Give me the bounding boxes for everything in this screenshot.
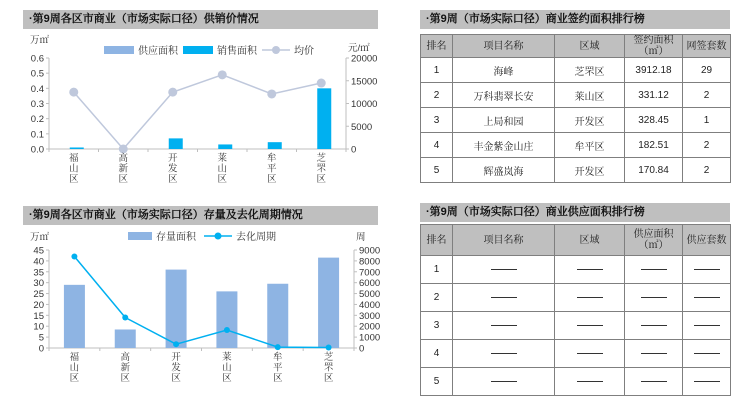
bar-stock-1 xyxy=(115,329,136,348)
point-cycle-1 xyxy=(122,315,128,321)
legend-marker-cycle xyxy=(215,233,222,240)
cell-project: 丰金紫金山庄 xyxy=(453,133,555,158)
cell-project-empty xyxy=(453,340,555,368)
cell-district-empty xyxy=(555,340,625,368)
right-tick-label: 0 xyxy=(351,144,357,156)
left-tick-label: 10 xyxy=(33,321,44,333)
header-district: 区域 xyxy=(555,225,625,256)
cell-rank: 4 xyxy=(421,133,453,158)
cell-count: 2 xyxy=(683,83,731,108)
right-tick-label: 2000 xyxy=(359,321,381,333)
table-row xyxy=(421,312,731,340)
legend-label-cycle: 去化周期 xyxy=(236,232,276,243)
cell-rank: 5 xyxy=(421,368,453,396)
right-tick-label: 3000 xyxy=(359,310,381,322)
cell-area: 182.51 xyxy=(625,133,683,158)
cell-project-empty xyxy=(453,368,555,396)
cell-area-empty xyxy=(625,340,683,368)
table-row xyxy=(421,133,731,158)
cell-area: 331.12 xyxy=(625,83,683,108)
x-category-label: 莱山区 xyxy=(222,352,232,384)
cell-area-empty xyxy=(625,284,683,312)
left-tick-label: 20 xyxy=(33,299,44,311)
header-project: 项目名称 xyxy=(453,225,555,256)
cell-district-empty xyxy=(555,256,625,284)
right-tick-label: 5000 xyxy=(351,121,373,133)
cell-count-empty xyxy=(683,312,731,340)
cell-district-empty xyxy=(555,368,625,396)
point-cycle-5 xyxy=(326,344,332,350)
x-category-label: 高新区 xyxy=(120,352,131,384)
cell-count-empty xyxy=(683,368,731,396)
cell-rank: 4 xyxy=(421,340,453,368)
cell-district: 开发区 xyxy=(555,158,625,183)
x-category-label: 高新区 xyxy=(118,153,129,185)
right-tick-label: 4000 xyxy=(359,299,381,311)
cell-count-empty xyxy=(683,256,731,284)
cell-count: 2 xyxy=(683,133,731,158)
x-category-label: 牟平区 xyxy=(266,153,277,185)
table-row xyxy=(421,58,731,83)
cell-count-empty xyxy=(683,340,731,368)
point-cycle-0 xyxy=(71,254,77,260)
left-tick-label: 0.3 xyxy=(30,99,44,110)
bar-stock-0 xyxy=(64,285,85,348)
table1-title: ·第9周（市场实际口径）商业签约面积排行榜 xyxy=(420,10,730,29)
header-rank: 排名 xyxy=(421,225,453,256)
cell-district: 芝罘区 xyxy=(555,58,625,83)
cell-district: 开发区 xyxy=(555,108,625,133)
table-row xyxy=(421,284,731,312)
table-row xyxy=(421,340,731,368)
right-tick-label: 5000 xyxy=(359,289,381,301)
cell-rank: 3 xyxy=(421,108,453,133)
cell-rank: 1 xyxy=(421,58,453,83)
x-category-label: 牟平区 xyxy=(272,352,283,384)
header-district: 区域 xyxy=(555,35,625,58)
x-category-label: 莱山区 xyxy=(217,153,228,185)
right-tick-label: 8000 xyxy=(359,256,381,268)
cell-rank: 5 xyxy=(421,158,453,183)
cell-area: 170.84 xyxy=(625,158,683,183)
left-tick-label: 5 xyxy=(38,332,44,344)
line-cycle xyxy=(74,257,328,348)
cell-district-empty xyxy=(555,284,625,312)
table-row xyxy=(421,256,731,284)
point-cycle-2 xyxy=(173,341,179,347)
legend-label-price: 均价 xyxy=(294,46,314,57)
bar-stock-5 xyxy=(318,258,339,348)
table-row xyxy=(421,108,731,133)
header-supply-area: 供应面积（㎡） xyxy=(625,225,683,256)
left-tick-label: 0.5 xyxy=(30,68,44,80)
cell-area: 328.45 xyxy=(625,108,683,133)
legend-label-stock: 存量面积 xyxy=(156,232,196,243)
bar-stock-3 xyxy=(216,291,237,348)
x-category-label: 芝罘区 xyxy=(323,352,334,384)
table-header-row xyxy=(421,35,731,58)
left-tick-label: 0.0 xyxy=(30,144,44,156)
header-rank: 排名 xyxy=(421,35,453,58)
cell-project-empty xyxy=(453,312,555,340)
cell-rank: 2 xyxy=(421,284,453,312)
right-tick-label: 20000 xyxy=(351,53,378,65)
chart2-right-unit: 周 xyxy=(356,232,366,243)
cell-count: 1 xyxy=(683,108,731,133)
cell-count: 29 xyxy=(683,58,731,83)
chart1-left-unit: 万㎡ xyxy=(30,35,50,46)
header-sign-area: 签约面积（㎡） xyxy=(625,35,683,58)
left-tick-label: 25 xyxy=(33,289,44,301)
chart1-right-unit: 元/㎡ xyxy=(348,43,370,54)
bar-stock-4 xyxy=(267,284,288,348)
cell-rank: 1 xyxy=(421,256,453,284)
header-project: 项目名称 xyxy=(453,35,555,58)
x-category-label: 开发区 xyxy=(167,153,178,185)
header-supply-count: 供应套数 xyxy=(683,225,731,256)
right-tick-label: 6000 xyxy=(359,278,381,290)
cell-count-empty xyxy=(683,284,731,312)
right-tick-label: 10000 xyxy=(351,99,378,110)
header-sign-count: 网签套数 xyxy=(683,35,731,58)
left-tick-label: 0.2 xyxy=(30,114,44,126)
sign-area-ranking-table xyxy=(420,34,731,183)
legend-label-supply: 供应面积 xyxy=(138,46,178,57)
bar-stock-2 xyxy=(166,270,187,348)
left-tick-label: 0.1 xyxy=(30,129,44,141)
cell-project: 上局和园 xyxy=(453,108,555,133)
right-tick-label: 9000 xyxy=(359,245,381,257)
right-tick-label: 0 xyxy=(359,343,365,355)
legend-swatch-stock xyxy=(128,232,152,240)
supply-area-ranking-table xyxy=(420,224,731,396)
table-row xyxy=(421,83,731,108)
left-tick-label: 30 xyxy=(33,278,44,290)
cell-project: 万科翡翠长安 xyxy=(453,83,555,108)
cell-rank: 3 xyxy=(421,312,453,340)
x-category-label: 开发区 xyxy=(171,352,181,384)
cell-project: 辉盛岚海 xyxy=(453,158,555,183)
table-header-row xyxy=(421,225,731,256)
point-cycle-3 xyxy=(224,327,230,333)
cell-district: 莱山区 xyxy=(555,83,625,108)
legend-label-sales: 销售面积 xyxy=(217,46,257,57)
cell-area-empty xyxy=(625,256,683,284)
cell-district: 牟平区 xyxy=(555,133,625,158)
left-tick-label: 35 xyxy=(33,267,44,279)
x-category-label: 芝罘区 xyxy=(316,153,327,185)
cell-area-empty xyxy=(625,368,683,396)
right-tick-label: 1000 xyxy=(359,332,381,344)
chart2-left-unit: 万㎡ xyxy=(30,232,50,243)
left-tick-label: 15 xyxy=(33,310,44,322)
cell-project: 海峰 xyxy=(453,58,555,83)
table-row xyxy=(421,368,731,396)
table-row xyxy=(421,158,731,183)
x-category-label: 福山区 xyxy=(69,352,80,384)
left-tick-label: 40 xyxy=(33,256,44,268)
left-tick-label: 45 xyxy=(33,245,44,257)
right-tick-label: 15000 xyxy=(351,76,378,88)
cell-area-empty xyxy=(625,312,683,340)
cell-project-empty xyxy=(453,256,555,284)
cell-area: 3912.18 xyxy=(625,58,683,83)
point-cycle-4 xyxy=(275,344,281,350)
left-tick-label: 0 xyxy=(38,343,44,355)
chart1-title: ·第9周各区市商业（市场实际口径）供销价情况 xyxy=(23,10,378,29)
x-category-label: 福山区 xyxy=(68,153,79,185)
left-tick-label: 0.4 xyxy=(30,83,44,95)
cell-project-empty xyxy=(453,284,555,312)
table2-title: ·第9周（市场实际口径）商业供应面积排行榜 xyxy=(420,203,730,222)
cell-district-empty xyxy=(555,312,625,340)
cell-rank: 2 xyxy=(421,83,453,108)
chart2-title: ·第9周各区市商业（市场实际口径）存量及去化周期情况 xyxy=(23,206,378,225)
left-tick-label: 0.6 xyxy=(30,53,44,65)
right-tick-label: 7000 xyxy=(359,267,381,279)
cell-count: 2 xyxy=(683,158,731,183)
